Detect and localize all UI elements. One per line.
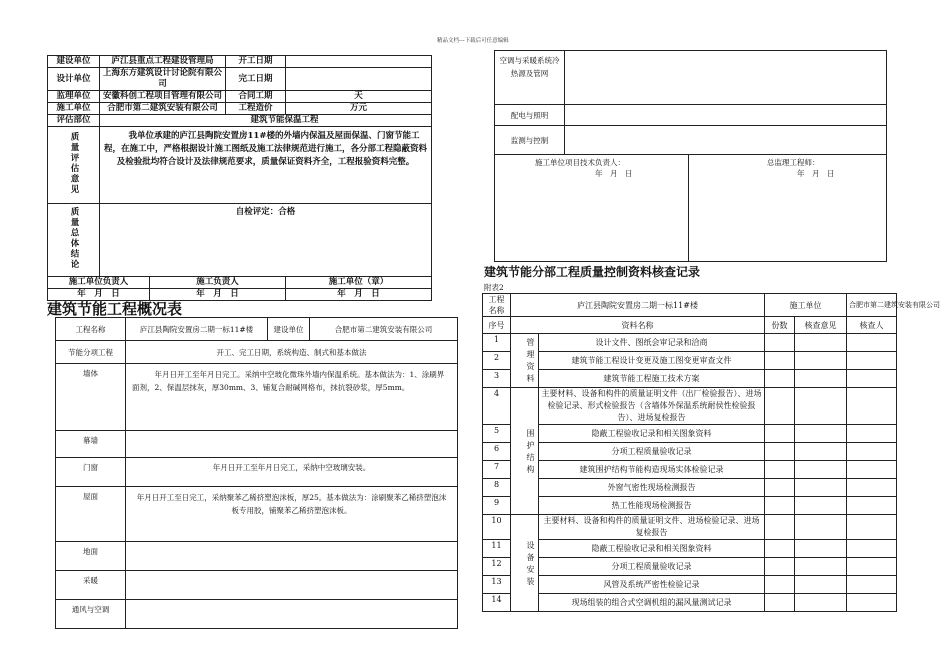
overview-title: 建筑节能工程概况表 <box>47 300 183 318</box>
table-row <box>56 318 458 341</box>
item-name: 风管及系统严密性检验记录 <box>539 576 765 594</box>
reviewer-cell <box>847 461 897 479</box>
conclusion-label: 质量总体结论 <box>69 206 79 270</box>
reviewer-cell <box>847 497 897 515</box>
reviewer-cell <box>847 334 897 352</box>
row-text: 开工、完工日期，系统构造、制式和基本做法 <box>126 341 458 364</box>
review-opinion-cell <box>795 497 847 515</box>
row-label: 地面 <box>56 542 126 571</box>
contractor-value: 合肥市第二建筑安装有限公司 <box>847 294 897 317</box>
review-opinion-cell <box>795 558 847 576</box>
reviewer-cell <box>847 443 897 461</box>
row-label: 节能分项工程 <box>56 341 126 364</box>
date-text: 年 月 日 <box>286 289 432 301</box>
table-row <box>56 341 458 364</box>
copies-cell <box>765 425 795 443</box>
reviewer-cell <box>847 370 897 388</box>
row-number: 10 <box>483 515 511 540</box>
table-row <box>495 51 887 105</box>
copies-cell <box>765 443 795 461</box>
table-row <box>495 126 887 155</box>
row-label: 墙体 <box>56 364 126 431</box>
date-text: 年 月 日 <box>595 169 633 178</box>
copies-cell <box>765 558 795 576</box>
row-text: 年月日开工至年月日完工。采纳中空玻化微珠外墙内保温系统。基本做法为：1、涂刷界面剂，2、保温层抹灰，厚30mm、3、铺复合耐碱网格布，抹抗裂砂浆，厚5mm。 <box>126 364 458 431</box>
group-label: 围护结构 <box>511 388 539 515</box>
item-name: 隐蔽工程验收记录和相关图象资料 <box>539 540 765 558</box>
reviewer-cell <box>847 352 897 370</box>
date-text: 年 月 日 <box>48 289 150 301</box>
checklist-table <box>482 293 941 612</box>
reviewer-cell <box>847 388 897 425</box>
row-number: 8 <box>483 479 511 497</box>
row-number: 12 <box>483 558 511 576</box>
table-row <box>56 458 458 487</box>
header-cell: 序号 <box>483 317 511 334</box>
row-value <box>286 68 432 91</box>
copies-cell <box>765 515 795 540</box>
copies-cell <box>765 388 795 425</box>
item-name: 隐蔽工程验收记录和相关图象资料 <box>539 425 765 443</box>
sign-right-label: 总监理工程师： <box>767 158 820 167</box>
quality-label: 质量评估意见 <box>69 131 79 195</box>
row-label: 空调与采暖系统冷热源及管网 <box>495 51 565 105</box>
row-number: 4 <box>483 388 511 425</box>
row-label: 合同工期 <box>226 91 286 103</box>
item-name: 分项工程质量验收记录 <box>539 443 765 461</box>
row-label: 屋面 <box>56 487 126 542</box>
header-cell: 资料名称 <box>511 317 765 334</box>
checklist-title: 建筑节能分部工程质量控制资料核查记录 <box>484 265 701 279</box>
table-row <box>48 91 432 103</box>
item-name: 建筑节能工程设计变更及施工图变更审查文件 <box>539 352 765 370</box>
table-row <box>48 277 432 289</box>
row-label: 施工单位 <box>48 103 100 115</box>
item-name: 现场组装的组合式空调机组的漏风量测试记录 <box>539 594 765 612</box>
header-note: 精品文档---下载后可任意编辑 <box>437 38 509 44</box>
table-row <box>483 540 897 558</box>
row-number: 11 <box>483 540 511 558</box>
table-row <box>56 600 458 629</box>
copies-cell <box>765 594 795 612</box>
copies-cell <box>765 352 795 370</box>
review-opinion-cell <box>795 515 847 540</box>
review-opinion-cell <box>795 352 847 370</box>
row-value: 万元 <box>286 103 432 115</box>
row-number: 13 <box>483 576 511 594</box>
reviewer-cell <box>847 425 897 443</box>
copies-cell <box>765 576 795 594</box>
row-text: 年月日开工至日完工，采纳聚苯乙稀挤塑泡沫板，厚25。基本做法为：涂刷聚苯乙稀挤塑泡沫板专用胶，铺聚苯乙稀挤塑泡沫板。 <box>126 487 458 542</box>
reviewer-cell <box>847 594 897 612</box>
copies-cell <box>765 370 795 388</box>
review-opinion-cell <box>795 594 847 612</box>
date-text: 年 月 日 <box>150 289 286 301</box>
review-opinion-cell <box>795 334 847 352</box>
table-row <box>483 461 897 479</box>
overview-table <box>55 317 458 629</box>
row-value: 安徽科创工程项目管理有限公司 <box>100 91 226 103</box>
table-row <box>495 155 887 262</box>
table-row <box>483 515 897 540</box>
row-number: 2 <box>483 352 511 370</box>
row-label: 建设单位 <box>48 56 100 68</box>
copies-cell <box>765 497 795 515</box>
header-cell: 核查意见 <box>795 317 847 334</box>
sign-label: 施工负责人 <box>150 277 286 289</box>
table-row <box>483 576 897 594</box>
row-number: 6 <box>483 443 511 461</box>
row-text: 年月日开工至年月日完工，采纳中空玻璃安装。 <box>126 458 458 487</box>
item-name: 建筑围护结构节能构造现场实体检验记录 <box>539 461 765 479</box>
row-number: 7 <box>483 461 511 479</box>
row-label: 幕墙 <box>56 431 126 458</box>
row-label: 配电与照明 <box>495 105 565 126</box>
sign-label: 施工单位负责人 <box>48 277 150 289</box>
copies-cell <box>765 540 795 558</box>
row-value: 合肥市第二建筑安装有限公司 <box>100 103 226 115</box>
row-label: 通风与空调 <box>56 600 126 629</box>
table-row <box>48 204 432 277</box>
row-label: 门窗 <box>56 458 126 487</box>
project-value: 庐江县陶院安置房二期一标11#楼 <box>126 318 268 341</box>
review-opinion-cell <box>795 388 847 425</box>
row-number: 5 <box>483 425 511 443</box>
header-cell: 核查人 <box>847 317 897 334</box>
conclusion-text: 自检评定：合格 <box>100 204 432 277</box>
table-row <box>483 352 897 370</box>
review-opinion-cell <box>795 443 847 461</box>
row-label: 完工日期 <box>226 68 286 91</box>
appendix-label: 附表2 <box>484 283 504 292</box>
review-opinion-cell <box>795 370 847 388</box>
acceptance-table <box>47 55 432 301</box>
item-name: 热工性能现场检测报告 <box>539 497 765 515</box>
table-row <box>483 594 897 612</box>
quality-text: 我单位承建的庐江县陶院安置房11#楼的外墙内保温及屋面保温、门窗节能工程，在施工中，严格根据设计施工图纸及施工法律规范进行施工，各分部工程隐蔽资料及检验批均符合设计及法律规范要求，质量保证资料齐全，工程报验资料完整。 <box>100 127 432 204</box>
row-label: 采暖 <box>56 571 126 600</box>
table-row <box>48 127 432 204</box>
table-row <box>483 497 897 515</box>
item-name: 建筑节能工程施工技术方案 <box>539 370 765 388</box>
item-name: 主要材料、设备和构件的质量证明文件（出厂检验报告）、进场检验记录、形式检验报告（含墙体外保温系统耐侯性检验报告）、进场复检报告 <box>539 388 765 425</box>
header-cell: 份数 <box>765 317 795 334</box>
table-row <box>483 334 897 352</box>
project-label: 工程名称 <box>483 294 511 317</box>
group-label: 管理资料 <box>511 334 539 388</box>
review-opinion-cell <box>795 540 847 558</box>
table-row <box>56 571 458 600</box>
table-row <box>48 115 432 127</box>
row-number: 14 <box>483 594 511 612</box>
row-label: 开工日期 <box>226 56 286 68</box>
row-text <box>126 542 458 571</box>
reviewer-cell <box>847 540 897 558</box>
reviewer-cell <box>847 558 897 576</box>
table-row <box>495 105 887 126</box>
reviewer-cell <box>847 576 897 594</box>
eval-value: 建筑节能保温工程 <box>100 115 432 127</box>
table-row <box>483 558 897 576</box>
row-label: 监测与控制 <box>495 126 565 155</box>
copies-cell <box>765 479 795 497</box>
group-label: 设备安装 <box>511 515 539 612</box>
sign-cell <box>495 155 689 262</box>
signoff-table <box>494 50 887 262</box>
row-value: 庐江县重点工程建设管理局 <box>100 56 226 68</box>
table-row <box>483 425 897 443</box>
row-number: 9 <box>483 497 511 515</box>
copies-cell <box>765 334 795 352</box>
row-label: 设计单位 <box>48 68 100 91</box>
table-row <box>483 370 897 388</box>
date-text: 年 月 日 <box>797 169 835 178</box>
table-row <box>483 479 897 497</box>
builder-value: 合肥市第二建筑安装有限公司 <box>310 318 458 341</box>
review-opinion-cell <box>795 576 847 594</box>
project-value: 庐江县陶院安置房二期一标11#楼 <box>511 294 765 317</box>
review-opinion-cell <box>795 479 847 497</box>
table-row <box>56 431 458 458</box>
table-row <box>483 388 897 425</box>
table-row <box>48 56 432 68</box>
sign-left-label: 施工单位项目技术负责人： <box>535 158 625 167</box>
review-opinion-cell <box>795 461 847 479</box>
item-name: 外窗气密性现场检测报告 <box>539 479 765 497</box>
review-opinion-cell <box>795 425 847 443</box>
copies-cell <box>765 461 795 479</box>
table-row <box>483 294 897 317</box>
reviewer-cell <box>847 479 897 497</box>
table-row <box>48 103 432 115</box>
sign-label: 施工单位（章） <box>286 277 432 289</box>
eval-label: 评估部位 <box>48 115 100 127</box>
row-label: 监理单位 <box>48 91 100 103</box>
table-row <box>48 68 432 91</box>
reviewer-cell <box>847 515 897 540</box>
row-number: 3 <box>483 370 511 388</box>
contractor-label: 施工单位 <box>765 294 847 317</box>
item-name: 主要材料、设备和构件的质量证明文件、进场检验记录、进场复检报告 <box>539 515 765 540</box>
row-label: 工程造价 <box>226 103 286 115</box>
table-row <box>56 542 458 571</box>
builder-label: 建设单位 <box>268 318 310 341</box>
table-row <box>56 487 458 542</box>
row-text <box>126 431 458 458</box>
item-name: 设计文件、图纸会审记录和洽商 <box>539 334 765 352</box>
row-number: 1 <box>483 334 511 352</box>
row-value: 天 <box>286 91 432 103</box>
project-label: 工程名称 <box>56 318 126 341</box>
table-header-row <box>483 317 897 334</box>
table-row <box>56 364 458 431</box>
sign-cell <box>689 155 887 262</box>
row-value: 上海东方建筑设计讨论院有限公司 <box>100 68 226 91</box>
row-text <box>126 600 458 629</box>
table-row <box>483 443 897 461</box>
row-text <box>126 571 458 600</box>
row-value <box>286 56 432 68</box>
item-name: 分项工程质量验收记录 <box>539 558 765 576</box>
